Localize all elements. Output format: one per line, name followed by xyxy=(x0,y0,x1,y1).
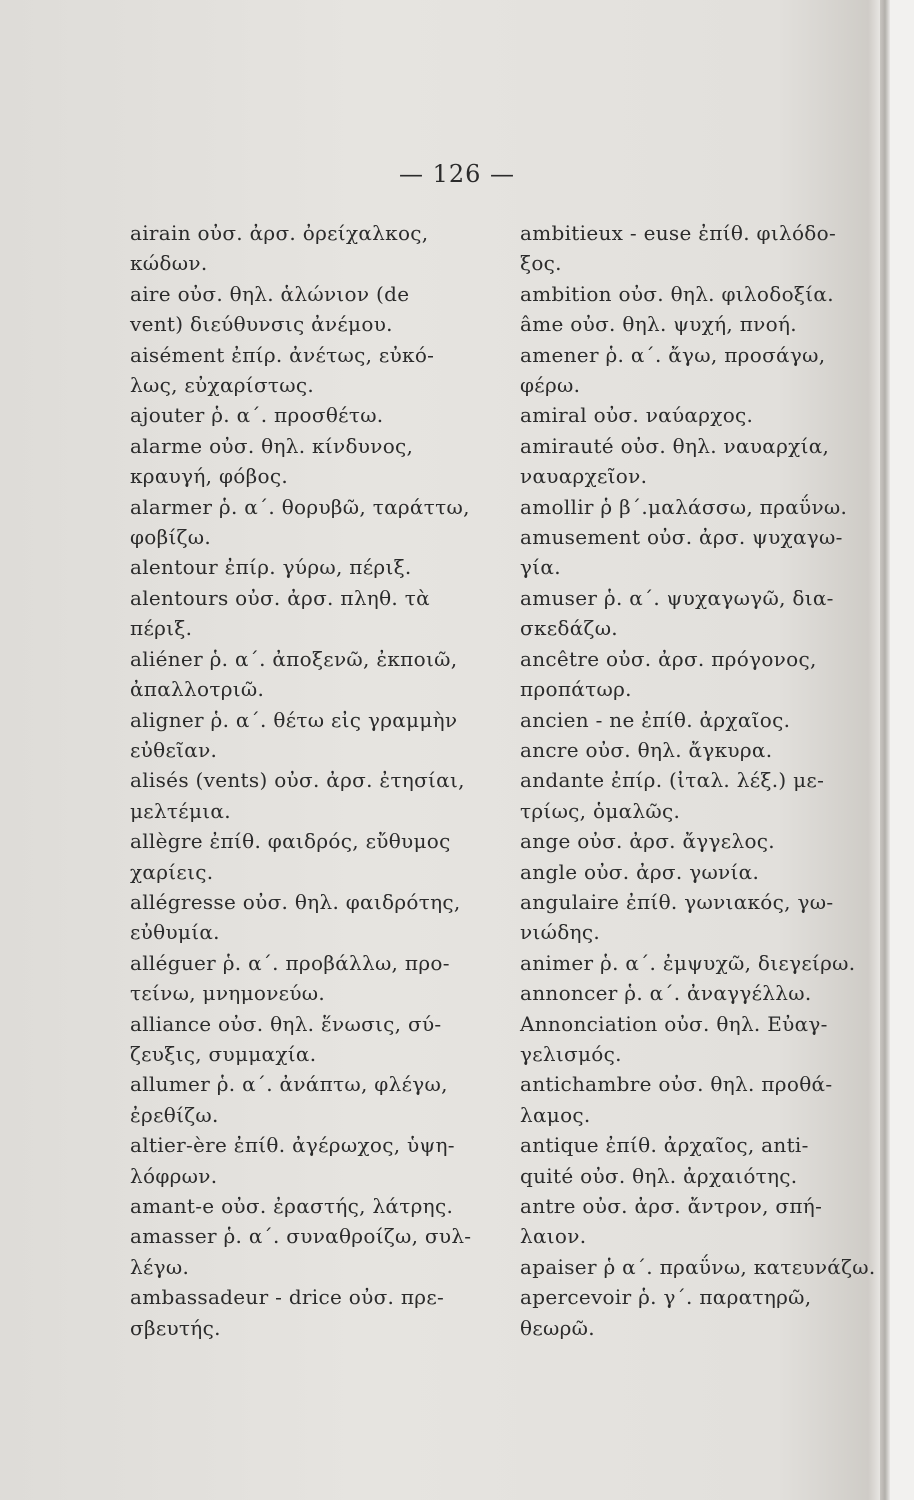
entry-line: amuser ῥ. α΄. ψυχαγωγῶ, δια- xyxy=(520,585,834,610)
entry-line: amirauté οὐσ. θηλ. ναυαρχία, xyxy=(520,433,830,458)
dictionary-entry xyxy=(130,218,490,279)
dictionary-entry xyxy=(520,1130,880,1191)
dictionary-entry xyxy=(130,644,490,705)
dictionary-entry xyxy=(520,948,880,978)
dictionary-entry xyxy=(130,431,490,492)
dictionary-entry xyxy=(520,1252,880,1282)
dictionary-entry xyxy=(520,309,880,339)
dictionary-entry xyxy=(130,583,490,644)
entry-line: σκεδάζω. xyxy=(520,616,618,641)
entry-line: aisément ἐπίρ. ἀνέτως, εὐκό- xyxy=(130,342,435,367)
entry-line: θεωρῶ. xyxy=(520,1315,595,1340)
page-edge xyxy=(890,0,914,1500)
entry-line: τείνω, μνημονεύω. xyxy=(130,981,326,1006)
dictionary-entry xyxy=(520,978,880,1008)
dictionary-entry xyxy=(520,1282,880,1343)
entry-line: aire οὐσ. θηλ. ἁλώνιον (de xyxy=(130,281,410,306)
entry-line: apercevoir ῥ. γ΄. παρατηρῶ, xyxy=(520,1285,812,1310)
dictionary-entry xyxy=(520,705,880,735)
dictionary-entry xyxy=(520,1191,880,1252)
entry-line: alarmer ῥ. α΄. θορυβῶ, ταράττω, xyxy=(130,494,470,519)
entry-line: alliance οὐσ. θηλ. ἕνωσις, σύ- xyxy=(130,1011,442,1036)
dictionary-entry xyxy=(130,1009,490,1070)
entry-line: λαμος. xyxy=(520,1102,591,1127)
entry-line: amollir ῥ β΄.μαλάσσω, πραΰνω. xyxy=(520,494,848,519)
entry-line: âme οὐσ. θηλ. ψυχή, πνοή. xyxy=(520,312,797,337)
entry-line: ancien - ne ἐπίθ. ἀρχαῖος. xyxy=(520,707,791,732)
dictionary-entry xyxy=(520,279,880,309)
entry-line: λέγω. xyxy=(130,1254,190,1279)
entry-line: ajouter ῥ. α΄. προσθέτω. xyxy=(130,403,384,428)
entry-line: apaiser ῥ α΄. πραΰνω, κατευνάζω. xyxy=(520,1254,876,1279)
dictionary-entry xyxy=(520,431,880,492)
entry-line: λόφρων. xyxy=(130,1163,218,1188)
entry-line: antre οὐσ. ἀρσ. ἄντρον, σπή- xyxy=(520,1194,823,1218)
entry-line: ambition οὐσ. θηλ. φιλοδοξία. xyxy=(520,281,834,306)
entry-line: νιώδης. xyxy=(520,920,600,945)
dictionary-entry xyxy=(520,1069,880,1130)
entry-line: ancre οὐσ. θηλ. ἄγκυρα. xyxy=(520,737,773,762)
dictionary-entry xyxy=(130,887,490,948)
dictionary-entry xyxy=(130,1069,490,1130)
right-column xyxy=(520,218,880,1343)
entry-line: alléguer ῥ. α΄. προβάλλω, προ- xyxy=(130,950,450,975)
entry-line: ξος. xyxy=(520,251,562,276)
dictionary-entry xyxy=(520,522,880,583)
page-number: — 126 — xyxy=(398,160,516,188)
entry-line: allégresse οὐσ. θηλ. φαιδρότης, xyxy=(130,889,461,914)
entry-line: quité οὐσ. θηλ. ἀρχαιότης. xyxy=(520,1163,798,1188)
entry-line: γελισμός. xyxy=(520,1041,622,1066)
dictionary-entry xyxy=(520,583,880,644)
entry-line: ancêtre οὐσ. ἀρσ. πρόγονος, xyxy=(520,646,817,671)
entry-line: ambassadeur - drice οὐσ. πρε- xyxy=(130,1285,445,1310)
entry-line: antichambre οὐσ. θηλ. προθά- xyxy=(520,1072,833,1097)
entry-line: ναυαρχεῖον. xyxy=(520,464,648,489)
entry-line: χαρίεις. xyxy=(130,859,214,884)
entry-line: alentour ἐπίρ. γύρω, πέριξ. xyxy=(130,555,412,580)
dictionary-entry xyxy=(130,340,490,401)
dictionary-entry xyxy=(520,492,880,522)
entry-line: εὐθυμία. xyxy=(130,920,220,945)
entry-line: airain οὐσ. ἀρσ. ὀρείχαλκος, xyxy=(130,221,429,245)
entry-line: amener ῥ. α΄. ἄγω, προσάγω, xyxy=(520,342,826,367)
entry-line: τρίως, ὁμαλῶς. xyxy=(520,798,681,823)
entry-line: σβευτής. xyxy=(130,1315,221,1340)
page-fold xyxy=(880,0,890,1500)
dictionary-entry xyxy=(130,765,490,826)
entry-line: λως, εὐχαρίστως. xyxy=(130,373,315,398)
entry-line: φέρω. xyxy=(520,373,581,398)
entry-line: andante ἐπίρ. (ἰταλ. λέξ.) με- xyxy=(520,768,825,793)
entry-line: μελτέμια. xyxy=(130,798,231,823)
entry-line: aliéner ῥ. α΄. ἀποξενῶ, ἐκποιῶ, xyxy=(130,646,458,671)
entry-line: antique ἐπίθ. ἀρχαῖος, anti- xyxy=(520,1133,809,1158)
dictionary-entry xyxy=(130,1221,490,1282)
entry-line: ζευξις, συμμαχία. xyxy=(130,1041,317,1066)
entry-line: ἀπαλλοτριῶ. xyxy=(130,677,265,702)
entry-line: animer ῥ. α΄. ἐμψυχῶ, διεγείρω. xyxy=(520,950,856,975)
entry-line: κώδων. xyxy=(130,251,208,276)
entry-line: amasser ῥ. α΄. συναθροίζω, συλ- xyxy=(130,1224,472,1249)
dictionary-entry xyxy=(520,857,880,887)
entry-line: φοβίζω. xyxy=(130,525,212,550)
entry-line: aligner ῥ. α΄. θέτω εἰς γραμμὴν xyxy=(130,707,458,732)
dictionary-entry xyxy=(130,1191,490,1221)
entry-line: vent) διεύθυνσις ἀνέμου. xyxy=(130,312,393,337)
entry-line: πέριξ. xyxy=(130,616,193,641)
dictionary-entry xyxy=(130,492,490,553)
dictionary-entry xyxy=(520,887,880,948)
dictionary-entry xyxy=(130,826,490,887)
entry-line: εὐθεῖαν. xyxy=(130,737,218,762)
entry-line: Annonciation οὐσ. θηλ. Εὐαγ- xyxy=(520,1011,828,1036)
entry-line: ange οὐσ. ἀρσ. ἄγγελος. xyxy=(520,829,775,854)
left-column xyxy=(130,218,490,1343)
entry-line: allègre ἐπίθ. φαιδρός, εὔθυμος xyxy=(130,829,451,854)
entry-line: angle οὐσ. ἀρσ. γωνία. xyxy=(520,859,760,884)
entry-line: altier-ère ἐπίθ. ἀγέρωχος, ὑψη- xyxy=(130,1133,455,1158)
dictionary-entry xyxy=(130,279,490,340)
entry-line: angulaire ἐπίθ. γωνιακός, γω- xyxy=(520,889,834,914)
entry-line: amusement οὐσ. ἀρσ. ψυχαγω- xyxy=(520,525,843,550)
dictionary-entry xyxy=(520,765,880,826)
entry-line: λαιον. xyxy=(520,1224,587,1249)
dictionary-entry xyxy=(130,948,490,1009)
dictionary-entry xyxy=(520,644,880,705)
dictionary-entry xyxy=(130,1282,490,1343)
dictionary-entry xyxy=(520,218,880,279)
entry-line: amiral οὐσ. ναύαρχος. xyxy=(520,403,754,428)
dictionary-entry xyxy=(520,340,880,401)
dictionary-entry xyxy=(520,735,880,765)
dictionary-entry xyxy=(520,400,880,430)
entry-line: alarme οὐσ. θηλ. κίνδυνος, xyxy=(130,433,414,458)
dictionary-entry xyxy=(130,705,490,766)
entry-line: amant-e οὐσ. ἐραστής, λάτρης. xyxy=(130,1194,454,1218)
entry-line: γία. xyxy=(520,555,561,580)
entry-line: alentours οὐσ. ἀρσ. πληθ. τὰ xyxy=(130,585,430,610)
entry-line: annoncer ῥ. α΄. ἀναγγέλλω. xyxy=(520,981,812,1006)
entry-line: allumer ῥ. α΄. ἀνάπτω, φλέγω, xyxy=(130,1072,448,1097)
entry-line: ambitieux - euse ἐπίθ. φιλόδο- xyxy=(520,221,837,245)
entry-line: alisés (vents) οὐσ. ἀρσ. ἐτησίαι, xyxy=(130,768,465,793)
entry-line: ἐρεθίζω. xyxy=(130,1102,219,1127)
dictionary-entry xyxy=(130,552,490,582)
dictionary-entry xyxy=(520,826,880,856)
dictionary-entry xyxy=(130,400,490,430)
entry-line: κραυγή, φόβος. xyxy=(130,464,288,489)
dictionary-entry xyxy=(130,1130,490,1191)
dictionary-entry xyxy=(520,1009,880,1070)
entry-line: προπάτωρ. xyxy=(520,677,632,702)
